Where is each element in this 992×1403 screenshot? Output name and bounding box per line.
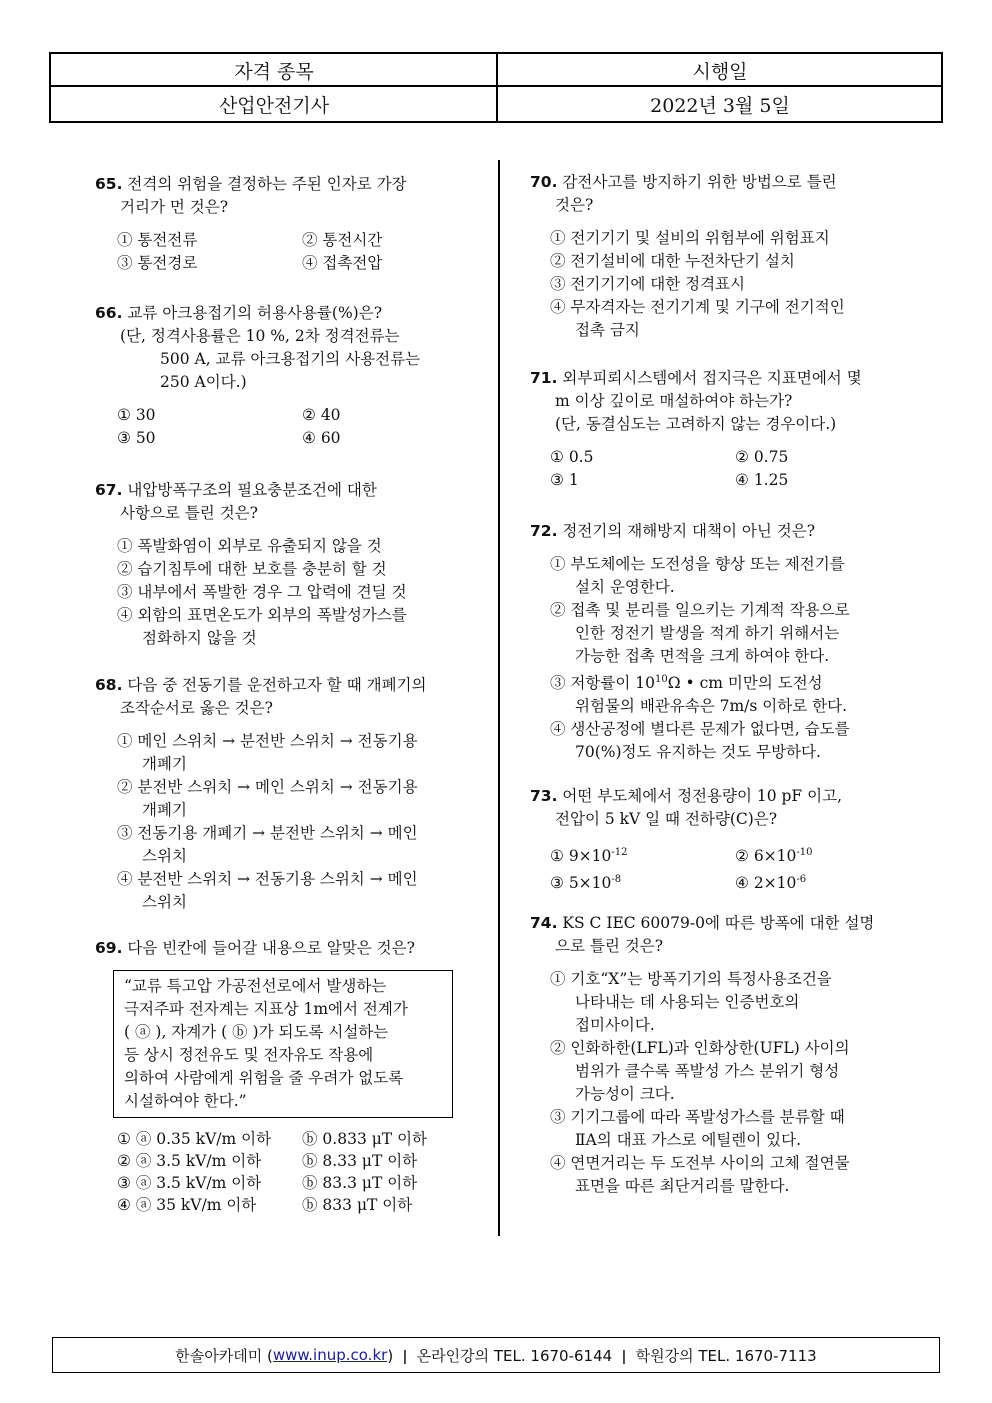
footer — [52, 1337, 940, 1373]
option-1-cont: 개폐기 — [142, 755, 187, 773]
question-condition: (단, 동결심도는 고려하지 않는 경우이다.) — [555, 415, 837, 433]
option-2[interactable]: ② 인화하한(LFL)과 인화상한(UFL) 사이의 — [550, 1039, 850, 1057]
question-condition: (단, 정격사용률은 10 %, 2차 정격전류는 — [120, 327, 400, 345]
question-text: 다음 중 전동기를 운전하고자 할 때 개폐기의 — [127, 676, 427, 694]
question-text: 전압이 5 kV 일 때 전하량(C)은? — [555, 810, 778, 828]
option-3-cont: ⅡA의 대표 가스로 에틸렌이 있다. — [575, 1131, 802, 1149]
option-3-text: ③ 저항률이 10 — [550, 674, 655, 693]
question-text: KS C IEC 60079-0에 따른 방폭에 대한 설명 — [562, 914, 875, 932]
option-4-base: ④ 2×10 — [735, 874, 797, 893]
option-4-cont: 접촉 금지 — [575, 321, 640, 339]
question-text: 으로 틀린 것은? — [555, 937, 664, 955]
option-1[interactable]: ① 30 — [117, 406, 156, 424]
option-2-cont: 범위가 클수록 폭발성 가스 분위기 형성 — [575, 1062, 840, 1080]
question-number: 74. — [530, 914, 558, 932]
header-col1-value: 산업안전기사 — [218, 95, 330, 117]
quote-line: ( ⓐ ), 자계가 ( ⓑ )가 되도록 시설하는 — [124, 1023, 389, 1041]
header-table — [49, 52, 943, 123]
option-2[interactable]: ② 40 — [302, 406, 341, 424]
option-2-base: ② 6×10 — [735, 847, 797, 866]
option-2[interactable]: ② 통전시간 — [302, 231, 383, 249]
option-3[interactable]: ③ 통전경로 — [117, 254, 198, 272]
header-col1-title: 자격 종목 — [234, 60, 314, 83]
option-4-cont: 스위치 — [142, 893, 187, 911]
footer-website-link[interactable]: www.inup.co.kr — [272, 1346, 388, 1364]
option-2-a[interactable]: ② ⓐ 3.5 kV/m 이하 — [117, 1152, 262, 1170]
option-4[interactable] — [735, 868, 935, 895]
option-1[interactable]: ① 폭발화염이 외부로 유출되지 않을 것 — [117, 537, 382, 555]
option-1-exponent: -12 — [611, 847, 628, 858]
option-3-cont: 스위치 — [142, 847, 187, 865]
option-1[interactable]: ① 메인 스위치 → 분전반 스위치 → 전동기용 — [117, 732, 418, 750]
option-4-exponent: -6 — [796, 874, 807, 886]
question-number: 65. — [95, 175, 123, 193]
option-1-a[interactable]: ① ⓐ 0.35 kV/m 이하 — [117, 1130, 272, 1148]
option-3[interactable]: ③ 내부에서 폭발한 경우 그 압력에 견딜 것 — [117, 583, 407, 601]
question-number: 70. — [530, 173, 558, 191]
option-2[interactable] — [735, 841, 935, 868]
question-text: 외부피뢰시스템에서 접지극은 지표면에서 몇 — [562, 369, 862, 387]
question-number: 72. — [530, 522, 558, 540]
question-condition: 500 A, 교류 아크용접기의 사용전류는 — [160, 350, 421, 368]
question-number: 69. — [95, 939, 123, 957]
quote-line: “교류 특고압 가공전선로에서 발생하는 — [124, 977, 387, 995]
footer-prefix: 한솔아카데미 ( — [175, 1346, 273, 1365]
option-4-cont: 점화하지 않을 것 — [142, 629, 257, 647]
option-4-cont: 70(%)정도 유지하는 것도 무방하다. — [575, 743, 821, 762]
question-number: 66. — [95, 304, 123, 322]
option-1[interactable] — [550, 841, 735, 868]
option-1[interactable]: ① 0.5 — [550, 448, 594, 466]
question-text: 감전사고를 방지하기 위한 방법으로 틀린 — [562, 173, 837, 191]
option-3-text-b: Ω • cm 미만의 도전성 — [667, 674, 823, 693]
option-1-base: ① 9×10 — [550, 847, 612, 866]
question-number: 68. — [95, 676, 123, 694]
option-2-cont: 가능한 접촉 면적을 크게 하여야 한다. — [575, 647, 830, 665]
option-2-cont: 인한 정전기 발생을 적게 하기 위해서는 — [575, 624, 840, 642]
option-4[interactable]: ④ 분전반 스위치 → 전동기용 스위치 → 메인 — [117, 870, 418, 888]
question-text: 다음 빈칸에 들어갈 내용으로 알맞은 것은? — [127, 939, 415, 957]
option-4[interactable]: ④ 1.25 — [735, 471, 789, 489]
question-69 — [95, 937, 472, 1216]
option-4[interactable]: ④ 생산공정에 별다른 문제가 없다면, 습도를 — [550, 720, 850, 739]
option-4-b: ⓑ 833 μT 이하 — [302, 1196, 413, 1214]
header-col2-value: 2022년 3월 5일 — [650, 95, 790, 117]
option-1-cont: 설치 운영한다. — [575, 578, 675, 596]
option-3-b: ⓑ 83.3 μT 이하 — [302, 1174, 418, 1192]
option-3[interactable]: ③ 기기그룹에 따라 폭발성가스를 분류할 때 — [550, 1108, 845, 1126]
option-2-cont: 개폐기 — [142, 801, 187, 819]
option-2-exponent: -10 — [796, 847, 813, 858]
option-3-exponent: 10 — [654, 674, 668, 685]
question-text: 교류 아크용접기의 허용사용률(%)은? — [127, 304, 383, 322]
option-4[interactable]: ④ 60 — [302, 429, 341, 447]
option-2[interactable]: ② 접촉 및 분리를 일으키는 기계적 작용으로 — [550, 601, 850, 619]
option-2-cont: 가능성이 크다. — [575, 1085, 675, 1103]
question-73 — [530, 785, 935, 895]
option-3-exponent: -8 — [611, 874, 622, 886]
option-2[interactable]: ② 분전반 스위치 → 메인 스위치 → 전동기용 — [117, 778, 418, 796]
option-2-b: ⓑ 8.33 μT 이하 — [302, 1152, 418, 1170]
question-text: 것은? — [555, 196, 594, 214]
quote-box — [113, 970, 453, 1118]
quote-line: 극저주파 전자계는 지표상 1m에서 전계가 — [124, 1000, 408, 1018]
question-71 — [530, 367, 935, 492]
option-3-cont: 위험물의 배관유속은 7m/s 이하로 한다. — [575, 697, 847, 716]
question-number: 73. — [530, 787, 558, 805]
question-text: 정전기의 재해방지 대책이 아닌 것은? — [562, 522, 816, 540]
option-1[interactable]: ① 전기기기 및 설비의 위험부에 위험표지 — [550, 229, 830, 247]
question-text: 내압방폭구조의 필요충분조건에 대한 — [127, 481, 377, 499]
option-2[interactable]: ② 습기침투에 대한 보호를 충분히 할 것 — [117, 560, 387, 578]
quote-line: 의하여 사람에게 위험을 줄 우려가 없도록 — [124, 1069, 404, 1087]
option-1-cont: 접미사이다. — [575, 1016, 655, 1034]
option-3[interactable]: ③ 1 — [550, 471, 579, 489]
question-66 — [95, 302, 502, 450]
option-1[interactable]: ① 부도체에는 도전성을 향상 또는 제전기를 — [550, 555, 845, 573]
option-3[interactable] — [550, 868, 735, 895]
question-text: 어떤 부도체에서 정전용량이 10 pF 이고, — [562, 787, 842, 805]
option-4[interactable]: ④ 외함의 표면온도가 외부의 폭발성가스를 — [117, 606, 407, 624]
option-3-base: ③ 5×10 — [550, 874, 612, 893]
option-3[interactable]: ③ 50 — [117, 429, 156, 447]
option-4[interactable]: ④ 접촉전압 — [302, 254, 383, 272]
question-74 — [530, 912, 874, 1198]
question-text: 거리가 먼 것은? — [120, 198, 229, 216]
option-4-a[interactable]: ④ ⓐ 35 kV/m 이하 — [117, 1196, 257, 1214]
option-1-cont: 나타내는 데 사용되는 인증번호의 — [575, 993, 800, 1011]
header-col2-title: 시행일 — [692, 60, 748, 83]
question-text: 사항으로 틀린 것은? — [120, 504, 258, 522]
question-text: 전격의 위험을 결정하는 주된 인자로 가장 — [127, 175, 407, 193]
question-70 — [530, 171, 845, 342]
question-68 — [95, 674, 426, 914]
option-3[interactable]: ③ 전기기기에 대한 정격표시 — [550, 275, 745, 293]
option-4[interactable]: ④ 연면거리는 두 도전부 사이의 고체 절연물 — [550, 1154, 850, 1172]
option-1[interactable]: ① 기호“X”는 방폭기기의 특정사용조건을 — [550, 970, 832, 988]
option-2[interactable]: ② 0.75 — [735, 448, 789, 466]
quote-line: 등 상시 정전유도 및 전자유도 작용에 — [124, 1046, 374, 1064]
question-number: 71. — [530, 369, 558, 387]
question-65 — [95, 173, 502, 275]
option-4[interactable]: ④ 무자격자는 전기기계 및 기구에 전기적인 — [550, 298, 845, 316]
question-condition: 250 A이다.) — [160, 373, 247, 391]
option-1-b: ⓑ 0.833 μT 이하 — [302, 1130, 428, 1148]
question-number: 67. — [95, 481, 123, 499]
footer-contact: ) ǀ 온라인강의 TEL. 1670-6144 ǀ 학원강의 TEL. 1670-7113 — [387, 1346, 817, 1365]
question-text: 조작순서로 옳은 것은? — [120, 699, 273, 717]
option-2[interactable]: ② 전기설비에 대한 누전차단기 설치 — [550, 252, 795, 270]
quote-line: 시설하여야 한다.” — [124, 1092, 247, 1110]
question-67 — [95, 479, 407, 650]
option-3[interactable] — [550, 668, 850, 695]
option-4-cont: 표면을 따른 최단거리를 말한다. — [575, 1177, 790, 1195]
option-3-a[interactable]: ③ ⓐ 3.5 kV/m 이하 — [117, 1174, 262, 1192]
option-1[interactable]: ① 통전전류 — [117, 231, 198, 249]
question-72 — [530, 520, 850, 764]
question-text: m 이상 깊이로 매설하여야 하는가? — [555, 392, 793, 410]
option-3[interactable]: ③ 전동기용 개폐기 → 분전반 스위치 → 메인 — [117, 824, 418, 842]
